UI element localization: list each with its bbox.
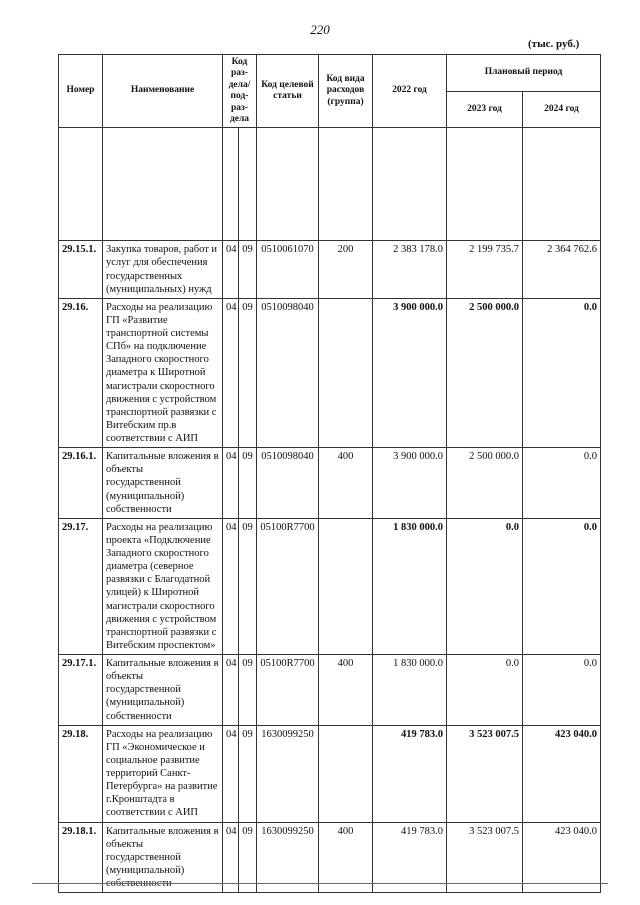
- row-subsection: 09: [239, 655, 257, 726]
- row-2024: 0.0: [523, 298, 601, 447]
- row-number: 29.18.1.: [59, 822, 103, 893]
- row-expense: 200: [319, 241, 373, 299]
- row-number: 29.16.1.: [59, 448, 103, 519]
- row-2022: 419 783.0: [373, 822, 447, 893]
- row-number: 29.15.1.: [59, 241, 103, 299]
- row-name: Капитальные вложения в объекты государственной (муниципальной) собственности: [103, 822, 223, 893]
- table-row: [59, 448, 601, 519]
- row-2024: 423 040.0: [523, 822, 601, 893]
- row-2023: 2 199 735.7: [447, 241, 523, 299]
- row-expense: [319, 298, 373, 447]
- row-2022: 2 383 178.0: [373, 241, 447, 299]
- row-name: Закупка товаров, работ и услуг для обеспечения государственных (муниципальных) нужд: [103, 241, 223, 299]
- header-section: Код раз-дела/ под-раз-дела: [223, 55, 257, 128]
- header-name: Наименование: [103, 55, 223, 128]
- row-section: 04: [223, 822, 239, 893]
- row-number: 29.16.: [59, 298, 103, 447]
- row-target: 0510098040: [257, 448, 319, 519]
- header-2022: 2022 год: [373, 55, 447, 128]
- row-target: 05100R7700: [257, 518, 319, 654]
- row-2022: 3 900 000.0: [373, 448, 447, 519]
- row-name: Расходы на реализацию ГП «Развитие транспортной системы СПб» на подключение Западного скоростного диаметра к Широтной магистрали скоростного движения с устройством транспортной развязки с Витебским пр.в соответствии с АИП: [103, 298, 223, 447]
- row-2022: 3 900 000.0: [373, 298, 447, 447]
- row-subsection: 09: [239, 298, 257, 447]
- row-target: 05100R7700: [257, 655, 319, 726]
- row-2022: 1 830 000.0: [373, 518, 447, 654]
- row-section: 04: [223, 655, 239, 726]
- row-2024: 0.0: [523, 655, 601, 726]
- row-section: 04: [223, 518, 239, 654]
- row-2024: 0.0: [523, 518, 601, 654]
- row-subsection: 09: [239, 725, 257, 822]
- row-2023: 3 523 007.5: [447, 822, 523, 893]
- row-target: 0510098040: [257, 298, 319, 447]
- row-2023: 2 500 000.0: [447, 448, 523, 519]
- header-number: Номер: [59, 55, 103, 128]
- row-section: 04: [223, 448, 239, 519]
- row-subsection: 09: [239, 518, 257, 654]
- row-name: Расходы на реализацию ГП «Экономическое и социальное развитие территорий Санкт-Петербурга» на развитие г.Кронштадта в соответствии с АИП: [103, 725, 223, 822]
- row-2023: 3 523 007.5: [447, 725, 523, 822]
- row-name: Капитальные вложения в объекты государственной (муниципальной) собственности: [103, 655, 223, 726]
- row-expense: [319, 518, 373, 654]
- table-row: [59, 655, 601, 726]
- row-section: 04: [223, 241, 239, 299]
- row-2022: 419 783.0: [373, 725, 447, 822]
- row-section: 04: [223, 298, 239, 447]
- row-section: 04: [223, 725, 239, 822]
- row-target: 1630099250: [257, 725, 319, 822]
- row-expense: 400: [319, 448, 373, 519]
- units-label: (тыс. руб.): [528, 38, 580, 50]
- budget-table: [58, 54, 601, 893]
- row-subsection: 09: [239, 822, 257, 893]
- row-name: Капитальные вложения в объекты государственной (муниципальной) собственности: [103, 448, 223, 519]
- row-2023: 0.0: [447, 518, 523, 654]
- row-subsection: 09: [239, 448, 257, 519]
- table-row: [59, 241, 601, 299]
- table-row: [59, 518, 601, 654]
- page-bottom-rule: [32, 883, 608, 884]
- row-target: 0510061070: [257, 241, 319, 299]
- row-2023: 0.0: [447, 655, 523, 726]
- row-target: 1630099250: [257, 822, 319, 893]
- row-name: Расходы на реализацию проекта «Подключение Западного скоростного диаметра (северное развязки с Благодатной улицей) к Широтной магистрали скоростного движения с устройством транспортной развязки с Витебским проспектом»: [103, 518, 223, 654]
- row-2024: 2 364 762.6: [523, 241, 601, 299]
- page-number: 220: [310, 22, 330, 37]
- row-number: 29.18.: [59, 725, 103, 822]
- header-planned: Плановый период: [447, 55, 601, 92]
- row-subsection: 09: [239, 241, 257, 299]
- row-2023: 2 500 000.0: [447, 298, 523, 447]
- row-expense: [319, 725, 373, 822]
- row-number: 29.17.1.: [59, 655, 103, 726]
- row-2022: 1 830 000.0: [373, 655, 447, 726]
- row-number: 29.17.: [59, 518, 103, 654]
- table-row: [59, 725, 601, 822]
- header-2024: 2024 год: [523, 91, 601, 128]
- table-row: [59, 298, 601, 447]
- header-2023: 2023 год: [447, 91, 523, 128]
- row-expense: 400: [319, 822, 373, 893]
- row-2024: 423 040.0: [523, 725, 601, 822]
- header-expense: Код вида расходов (группа): [319, 55, 373, 128]
- header-row: [59, 55, 601, 92]
- row-expense: 400: [319, 655, 373, 726]
- row-2024: 0.0: [523, 448, 601, 519]
- header-target: Код целевой статьи: [257, 55, 319, 128]
